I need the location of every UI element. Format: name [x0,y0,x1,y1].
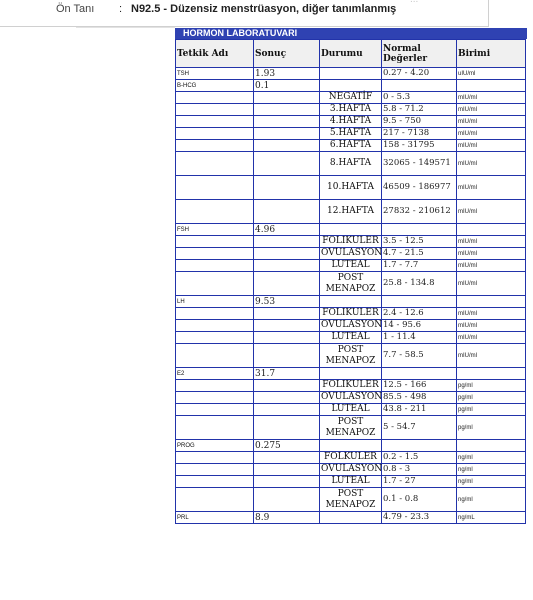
test-name-cell [176,140,254,152]
hormone-lab-section [175,28,527,524]
diagnosis-label: Ön Tanı [56,3,95,15]
state-cell: 12.HAFTA [320,200,382,224]
normal-range-cell: 1 - 11.4 [382,332,457,344]
result-cell [254,404,320,416]
table-row [176,80,526,92]
normal-range-cell: 43.8 - 211 [382,404,457,416]
test-name-cell [176,452,254,464]
state-cell [320,368,382,380]
test-name-cell [176,260,254,272]
unit-cell: mIU/ml [457,332,526,344]
unit-cell: mIU/ml [457,320,526,332]
unit-cell [457,368,526,380]
result-cell [254,380,320,392]
result-cell [254,104,320,116]
unit-cell [457,80,526,92]
state-cell: 5.HAFTA [320,128,382,140]
test-name-cell [176,320,254,332]
normal-range-cell: 25.8 - 134.8 [382,272,457,296]
normal-range-cell: 0 - 5.3 [382,92,457,104]
state-cell: POST MENAPOZ [320,416,382,440]
test-name-cell [176,392,254,404]
normal-range-cell: 4.79 - 23.3 [382,512,457,524]
result-cell: 8.9 [254,512,320,524]
state-cell [320,440,382,452]
state-cell: OVULASYON [321,248,383,258]
table-row [176,152,526,176]
state-cell: OVULASYON [321,320,383,330]
test-name-cell: FSH [176,224,254,236]
state-cell: POST MENAPOZ [320,344,382,368]
unit-cell [457,440,526,452]
state-cell: 3.HAFTA [320,104,382,116]
state-cell: 10.HAFTA [320,176,382,200]
test-name-cell: LH [176,296,254,308]
result-cell [254,128,320,140]
divider [76,27,175,28]
table-row [176,464,526,476]
result-cell [254,488,320,512]
result-cell [254,236,320,248]
result-cell [254,152,320,176]
table-row [176,308,526,320]
result-cell [254,452,320,464]
normal-range-cell: 27832 - 210612 [382,200,457,224]
test-name-cell [176,200,254,224]
unit-cell: mIU/ml [457,92,526,104]
result-cell [254,392,320,404]
result-cell: 4.96 [254,224,320,236]
normal-range-cell: 5.8 - 71.2 [382,104,457,116]
table-row [176,380,526,392]
test-name-cell: PRL [176,512,254,524]
test-name-cell [176,308,254,320]
table-row [176,236,526,248]
test-name-cell [176,464,254,476]
test-name-cell [176,488,254,512]
state-cell [320,512,382,524]
test-name-cell [176,104,254,116]
test-name-cell: PROG [176,440,254,452]
diagnosis-colon: : [119,3,123,15]
unit-cell: uIU/ml [457,68,526,80]
header-row [176,40,526,68]
unit-cell: pg/ml [457,380,526,392]
col-header-result: Sonuç [254,40,320,68]
unit-cell: ng/ml [457,488,526,512]
state-cell: LUTEAL [320,332,382,344]
result-cell [254,200,320,224]
table-row [176,224,526,236]
normal-range-cell: 32065 - 149571 [382,152,457,176]
unit-cell: mIU/ml [457,152,526,176]
unit-cell: mIU/ml [457,236,526,248]
state-cell [320,68,382,80]
unit-cell: mIU/ml [457,116,526,128]
unit-cell: pg/ml [457,392,526,404]
table-row [176,128,526,140]
normal-range-cell: 217 - 7138 [382,128,457,140]
unit-cell: mIU/ml [457,272,526,296]
test-name-cell [176,116,254,128]
cut-off-top-text [410,0,418,5]
result-cell: 31.7 [254,368,320,380]
normal-range-cell: 12.5 - 166 [382,380,457,392]
unit-cell: mIU/ml [457,308,526,320]
state-cell: FOLIKULER [320,308,382,320]
normal-range-cell: 46509 - 186977 [382,176,457,200]
test-name-cell: TSH [176,68,254,80]
result-cell: 0.275 [254,440,320,452]
state-cell: LUTEAL [320,404,382,416]
normal-range-cell: 4.7 - 21.5 [382,248,457,260]
result-cell [254,92,320,104]
section-title: HORMON LABORATUVARI [175,28,527,39]
unit-cell: ng/ml [457,476,526,488]
result-cell [254,248,320,260]
table-row [176,176,526,200]
result-cell: 9.53 [254,296,320,308]
normal-range-cell: 7.7 - 58.5 [382,344,457,368]
table-row [176,104,526,116]
col-header-state: Durumu [320,40,382,68]
unit-cell: ng/mL [457,512,526,524]
unit-cell [457,296,526,308]
unit-cell: ng/ml [457,452,526,464]
test-name-cell [176,416,254,440]
table-row [176,296,526,308]
table-row [176,92,526,104]
table-row [176,392,526,404]
table-row [176,200,526,224]
test-name-cell [176,152,254,176]
table-row [176,332,526,344]
unit-cell [457,224,526,236]
state-cell: 8.HAFTA [320,152,382,176]
state-cell [320,80,382,92]
normal-range-cell [382,368,457,380]
state-cell: NEGATİF [320,92,382,104]
unit-cell: mIU/ml [457,248,526,260]
unit-cell: mIU/ml [457,176,526,200]
normal-range-cell: 2.4 - 12.6 [382,308,457,320]
table-row [176,404,526,416]
table-row [176,476,526,488]
table-row [176,344,526,368]
state-cell: POST MENAPOZ [320,488,382,512]
normal-range-cell: 0.8 - 3 [382,464,457,476]
table-row [176,512,526,524]
table-row [176,116,526,128]
normal-range-cell: 0.2 - 1.5 [382,452,457,464]
state-cell: LUTEAL [320,260,382,272]
unit-cell: mIU/ml [457,128,526,140]
test-name-cell [176,176,254,200]
col-header-test: Tetkik Adı [176,40,254,68]
result-cell: 1.93 [254,68,320,80]
table-row [176,272,526,296]
result-cell [254,140,320,152]
unit-cell: mIU/ml [457,104,526,116]
normal-range-cell: 85.5 - 498 [382,392,457,404]
result-cell [254,176,320,200]
test-name-cell [176,380,254,392]
test-name-cell [176,248,254,260]
table-row [176,320,526,332]
state-cell: FOLKULER [320,452,382,464]
test-name-cell [176,332,254,344]
result-cell [254,476,320,488]
unit-cell: mIU/ml [457,260,526,272]
result-cell [254,332,320,344]
normal-range-cell: 5 - 54.7 [382,416,457,440]
test-name-cell [176,404,254,416]
diagnosis-value: N92.5 - Düzensiz menstrüasyon, diğer tanımlanmış [131,3,397,15]
test-name-cell [176,92,254,104]
test-name-cell [176,344,254,368]
result-cell: 0.1 [254,80,320,92]
unit-cell: pg/ml [457,416,526,440]
test-name-cell: E2 [176,368,254,380]
state-cell: OVULASYON [321,392,383,402]
test-name-cell [176,128,254,140]
table-row [176,416,526,440]
state-cell [320,224,382,236]
state-cell: POST MENAPOZ [320,272,382,296]
normal-range-cell: 0.27 - 4.20 [382,68,457,80]
state-cell: FOLIKULER [320,236,382,248]
normal-range-cell: 0.1 - 0.8 [382,488,457,512]
table-row [176,140,526,152]
normal-range-cell: 1.7 - 7.7 [382,260,457,272]
results-table [175,39,526,524]
table-row [176,452,526,464]
state-cell: LUTEAL [320,476,382,488]
normal-range-cell: 3.5 - 12.5 [382,236,457,248]
normal-range-cell: 158 - 31795 [382,140,457,152]
normal-range-cell [382,440,457,452]
result-cell [254,416,320,440]
result-cell [254,260,320,272]
result-cell [254,464,320,476]
test-name-cell [176,236,254,248]
unit-cell: mIU/ml [457,140,526,152]
result-cell [254,344,320,368]
table-row [176,260,526,272]
col-header-normal: Normal Değerler [382,40,457,68]
unit-cell: pg/ml [457,404,526,416]
state-cell: FOLIKULER [320,380,382,392]
state-cell [320,296,382,308]
table-row [176,488,526,512]
table-row [176,248,526,260]
result-cell [254,320,320,332]
unit-cell: mIU/ml [457,200,526,224]
normal-range-cell: 14 - 95.6 [382,320,457,332]
col-header-unit: Birimi [457,40,526,68]
normal-range-cell [382,224,457,236]
normal-range-cell [382,80,457,92]
table-row [176,68,526,80]
unit-cell: ng/ml [457,464,526,476]
table-row [176,440,526,452]
normal-range-cell: 9.5 - 750 [382,116,457,128]
test-name-cell [176,272,254,296]
result-cell [254,308,320,320]
result-cell [254,272,320,296]
table-row [176,368,526,380]
state-cell: 6.HAFTA [320,140,382,152]
test-name-cell: B-HCG [176,80,254,92]
state-cell: 4.HAFTA [320,116,382,128]
test-name-cell [176,476,254,488]
result-cell [254,116,320,128]
normal-range-cell: 1.7 - 27 [382,476,457,488]
normal-range-cell [382,296,457,308]
unit-cell: mIU/ml [457,344,526,368]
state-cell: OVULASYON [321,464,383,474]
